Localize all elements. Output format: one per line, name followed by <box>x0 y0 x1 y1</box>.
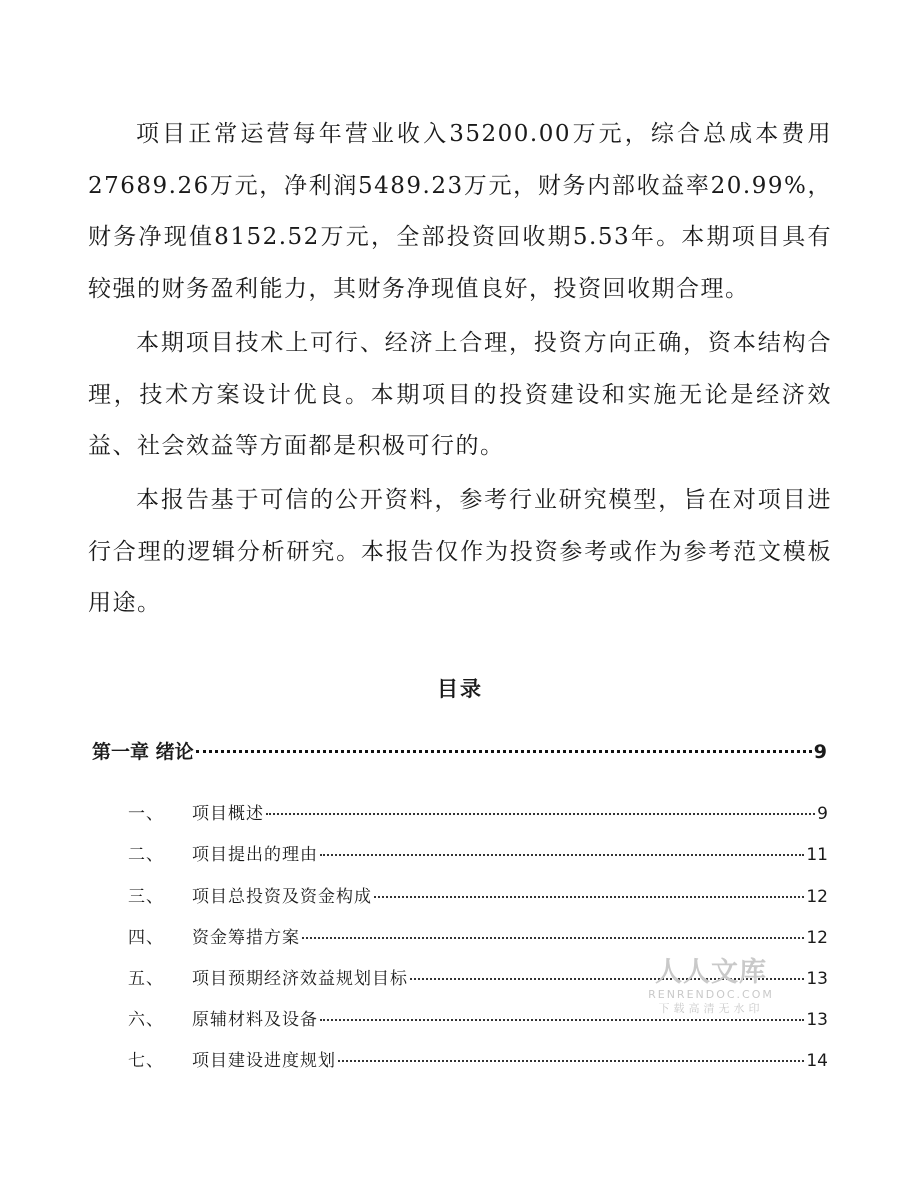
toc-leader-dots <box>320 854 804 856</box>
toc-chapter-1[interactable] <box>92 737 827 764</box>
watermark-url: RENRENDOC.COM <box>648 988 774 1001</box>
toc-section-number: 三、 <box>128 887 164 907</box>
toc-section-label: 原辅材料及设备 <box>192 1010 318 1030</box>
toc-section-number: 一、 <box>128 804 164 824</box>
watermark <box>646 958 776 1016</box>
toc-section-number: 四、 <box>128 928 164 948</box>
toc-section-label: 资金筹措方案 <box>192 928 300 948</box>
watermark-logo-text: 人人文库 <box>655 957 767 988</box>
toc-section-3[interactable] <box>128 882 828 907</box>
toc-section-1[interactable] <box>128 799 828 824</box>
toc-title: 目录 <box>437 677 483 701</box>
toc-page-number: 11 <box>806 845 828 865</box>
body-paragraph-disclaimer: 本报告基于可信的公开资料，参考行业研究模型，旨在对项目进行合理的逻辑分析研究。本报告仅作为投资参考或作为参考范文模板用途。 <box>88 487 832 616</box>
toc-leader-dots <box>196 750 812 753</box>
watermark-tagline: 下载高清无水印 <box>658 1002 764 1015</box>
toc-page-number: 13 <box>806 1010 828 1030</box>
toc-page-number: 14 <box>806 1051 828 1071</box>
toc-section-label: 项目总投资及资金构成 <box>192 887 372 907</box>
toc-section-7[interactable] <box>128 1046 828 1071</box>
toc-section-2[interactable] <box>128 840 828 865</box>
toc-section-label: 项目概述 <box>192 804 264 824</box>
toc-leader-dots <box>338 1060 804 1062</box>
toc-page-number: 13 <box>806 969 828 989</box>
toc-section-label: 项目预期经济效益规划目标 <box>192 969 408 989</box>
toc-section-4[interactable] <box>128 923 828 948</box>
toc-section-number: 六、 <box>128 1010 164 1030</box>
toc-leader-dots <box>266 813 815 815</box>
toc-leader-dots <box>302 937 804 939</box>
toc-page-number: 12 <box>806 928 828 948</box>
toc-page-number: 9 <box>813 741 827 763</box>
body-paragraph-financials: 项目正常运营每年营业收入35200.00万元，综合总成本费用27689.26万元，净利润5489.23万元，财务内部收益率20.99%，财务净现值8152.52万元，全部投资回收期5.53年。本期项目具有较强的财务盈利能力，其财务净现值良好，投资回收期合理。 <box>88 121 832 302</box>
toc-leader-dots <box>374 896 804 898</box>
toc-section-label: 项目建设进度规划 <box>192 1051 336 1071</box>
body-paragraph-feasibility: 本期项目技术上可行、经济上合理，投资方向正确，资本结构合理，技术方案设计优良。本期项目的投资建设和实施无论是经济效益、社会效益等方面都是积极可行的。 <box>88 330 832 459</box>
toc-section-number: 五、 <box>128 969 164 989</box>
toc-section-number: 二、 <box>128 845 164 865</box>
toc-chapter-label: 第一章 绪论 <box>92 741 194 763</box>
toc-page-number: 9 <box>817 804 828 824</box>
toc-section-number: 七、 <box>128 1051 164 1071</box>
toc-page-number: 12 <box>806 887 828 907</box>
toc-leader-dots <box>320 1019 804 1021</box>
toc-section-label: 项目提出的理由 <box>192 845 318 865</box>
